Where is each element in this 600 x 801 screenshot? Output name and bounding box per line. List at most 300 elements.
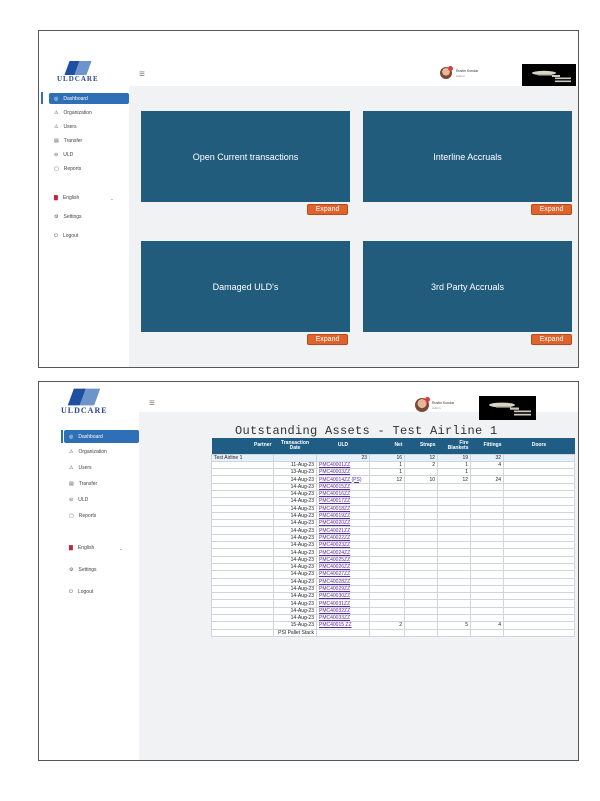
date-cell: 14-Aug-23 bbox=[274, 578, 317, 585]
fire-blankets-cell: 1 bbox=[438, 461, 471, 468]
doors-cell bbox=[504, 527, 575, 534]
sidebar-item-transfer[interactable] bbox=[69, 481, 97, 487]
partner-cell bbox=[212, 512, 274, 519]
table-row[interactable] bbox=[212, 505, 575, 512]
partner-cell bbox=[212, 600, 274, 607]
sidebar-item-label: Organization bbox=[78, 449, 107, 455]
sidebar-item-label: Dashboard bbox=[78, 433, 103, 440]
table-row[interactable] bbox=[212, 476, 575, 483]
sidebar-item-dashboard[interactable] bbox=[64, 430, 139, 443]
col-header-partner[interactable]: Partner bbox=[212, 438, 274, 454]
doors-cell bbox=[504, 534, 575, 541]
doors-cell bbox=[504, 512, 575, 519]
sidebar-item-organization[interactable] bbox=[54, 110, 92, 116]
net-cell bbox=[370, 629, 405, 636]
date-cell: 14-Aug-23 bbox=[274, 534, 317, 541]
sidebar-item-transfer[interactable] bbox=[54, 138, 82, 144]
sidebar-item-logout[interactable] bbox=[54, 233, 78, 239]
straps-cell bbox=[405, 512, 438, 519]
date-cell: 14-Aug-23 bbox=[274, 593, 317, 600]
fire-blankets-cell bbox=[438, 615, 471, 622]
straps-cell bbox=[405, 520, 438, 527]
uld-icon: ⊖ bbox=[69, 497, 74, 503]
uld-link[interactable]: PMC40003ZZ bbox=[317, 469, 370, 476]
fittings-cell: 32 bbox=[471, 454, 504, 461]
date-cell: 14-Aug-23 bbox=[274, 556, 317, 563]
fire-blankets-cell bbox=[438, 593, 471, 600]
partner-cell bbox=[212, 607, 274, 614]
power-icon: ⏻ bbox=[69, 589, 73, 595]
users-icon: ⚠ bbox=[69, 465, 74, 471]
partner-cell bbox=[212, 549, 274, 556]
net-cell bbox=[370, 542, 405, 549]
fittings-cell bbox=[471, 534, 504, 541]
user-role: Admin bbox=[432, 406, 441, 410]
doors-cell bbox=[504, 571, 575, 578]
fire-blankets-cell bbox=[438, 527, 471, 534]
net-cell bbox=[370, 600, 405, 607]
partner-cell bbox=[212, 476, 274, 483]
report-title: Outstanding Assets - Test Airline 1 bbox=[235, 424, 498, 438]
straps-cell bbox=[405, 483, 438, 490]
tile-label: Interline Accruals bbox=[433, 151, 502, 162]
fire-blankets-cell bbox=[438, 490, 471, 497]
net-cell bbox=[370, 512, 405, 519]
table-row[interactable] bbox=[212, 593, 575, 600]
doors-cell bbox=[504, 607, 575, 614]
language-label: English bbox=[62, 195, 80, 201]
straps-cell bbox=[405, 505, 438, 512]
partner-cell bbox=[212, 490, 274, 497]
doors-cell bbox=[504, 520, 575, 527]
uld-link[interactable]: PMC40026ZZ bbox=[317, 563, 370, 570]
partner-cell bbox=[212, 461, 274, 468]
user-role: Admin bbox=[456, 74, 465, 78]
avatar[interactable] bbox=[415, 398, 429, 412]
doors-cell bbox=[504, 585, 575, 592]
table-row[interactable] bbox=[212, 556, 575, 563]
sidebar-item-label: Users bbox=[63, 124, 77, 130]
table-row[interactable] bbox=[212, 549, 575, 556]
report-screenshot bbox=[38, 381, 579, 761]
uld-link[interactable]: PMC40014ZZ (PS) bbox=[317, 476, 370, 483]
net-cell bbox=[370, 549, 405, 556]
uld-link[interactable]: PMC40019ZZ bbox=[317, 512, 370, 519]
fire-blankets-cell bbox=[438, 542, 471, 549]
sidebar-item-label: Organization bbox=[63, 110, 92, 116]
fittings-cell bbox=[471, 469, 504, 476]
organization-icon: ⚠ bbox=[69, 449, 74, 455]
col-header-fittings[interactable]: Fittings bbox=[471, 438, 504, 454]
partner-cell bbox=[212, 542, 274, 549]
chevron-down-icon: ⌄ bbox=[110, 195, 114, 201]
expand-button[interactable]: Expand bbox=[307, 334, 348, 345]
fire-blankets-cell bbox=[438, 607, 471, 614]
table-row[interactable] bbox=[212, 585, 575, 592]
col-header-fire-blankets[interactable]: Fire Blankets bbox=[438, 438, 471, 454]
fire-blankets-cell: 19 bbox=[438, 454, 471, 461]
uld-link[interactable] bbox=[317, 629, 370, 636]
date-cell: 14-Aug-23 bbox=[274, 512, 317, 519]
language-label: English bbox=[77, 545, 95, 551]
col-header-net[interactable]: Net bbox=[370, 438, 405, 454]
sidebar-item-organization[interactable] bbox=[69, 449, 107, 455]
table-row[interactable] bbox=[212, 600, 575, 607]
tile-open-transactions[interactable] bbox=[141, 111, 350, 202]
net-cell bbox=[370, 534, 405, 541]
fittings-cell bbox=[471, 490, 504, 497]
chevron-down-icon: ⌄ bbox=[119, 545, 123, 551]
sidebar-item-label: ULD bbox=[63, 152, 74, 158]
dashboard-icon: ◎ bbox=[69, 433, 74, 440]
users-icon: ⚠ bbox=[54, 124, 59, 130]
table-row[interactable] bbox=[212, 542, 575, 549]
net-cell: 16 bbox=[370, 454, 405, 461]
uld-link[interactable]: PMC40033ZZ bbox=[317, 615, 370, 622]
doors-cell bbox=[504, 498, 575, 505]
sidebar bbox=[39, 382, 139, 760]
doors-cell bbox=[504, 629, 575, 636]
fittings-cell bbox=[471, 585, 504, 592]
fire-blankets-cell bbox=[438, 498, 471, 505]
sidebar-item-label: Transfer bbox=[78, 481, 98, 487]
table-row[interactable] bbox=[212, 490, 575, 497]
fire-blankets-cell bbox=[438, 512, 471, 519]
logo: ULDCARE bbox=[61, 390, 108, 415]
fittings-cell bbox=[471, 520, 504, 527]
net-cell bbox=[370, 556, 405, 563]
uld-link[interactable]: PMC40001ZZ bbox=[317, 461, 370, 468]
fire-blankets-cell bbox=[438, 585, 471, 592]
sidebar-item-label: Dashboard bbox=[63, 95, 88, 102]
sidebar-item-settings[interactable] bbox=[69, 567, 97, 573]
doors-cell bbox=[504, 461, 575, 468]
straps-cell: 2 bbox=[405, 461, 438, 468]
sidebar-item-label: Settings bbox=[63, 214, 82, 220]
uld-link[interactable]: PMC40023ZZ bbox=[317, 542, 370, 549]
doors-cell bbox=[504, 542, 575, 549]
sidebar-item-uld[interactable] bbox=[69, 497, 88, 503]
doors-cell bbox=[504, 578, 575, 585]
tile-interline-accruals[interactable] bbox=[363, 111, 572, 202]
table-row[interactable] bbox=[212, 520, 575, 527]
notification-dot bbox=[425, 397, 430, 402]
doors-cell bbox=[504, 563, 575, 570]
uld-link[interactable]: PMC40022ZZ bbox=[317, 534, 370, 541]
fittings-cell: 4 bbox=[471, 461, 504, 468]
uld-link[interactable]: PMC40018ZZ bbox=[317, 505, 370, 512]
col-header-date[interactable]: Transaction Date bbox=[274, 438, 317, 454]
straps-cell bbox=[405, 563, 438, 570]
fittings-cell bbox=[471, 498, 504, 505]
doors-cell bbox=[504, 600, 575, 607]
starship-icon bbox=[522, 64, 576, 86]
partner-cell bbox=[212, 556, 274, 563]
partner-cell bbox=[212, 527, 274, 534]
uld-link[interactable]: PMC40028ZZ bbox=[317, 578, 370, 585]
straps-cell bbox=[405, 600, 438, 607]
date-cell: 14-Aug-23 bbox=[274, 615, 317, 622]
sidebar-item-dashboard[interactable] bbox=[49, 93, 129, 104]
fire-blankets-cell: 5 bbox=[438, 622, 471, 629]
doors-cell bbox=[504, 490, 575, 497]
straps-cell bbox=[405, 527, 438, 534]
tile-damaged-ulds[interactable] bbox=[141, 241, 350, 332]
net-cell bbox=[370, 593, 405, 600]
fittings-cell bbox=[471, 629, 504, 636]
date-cell: 14-Aug-23 bbox=[274, 505, 317, 512]
col-header-doors[interactable]: Doors bbox=[504, 438, 575, 454]
uld-link[interactable]: PMC40015ZZ bbox=[317, 483, 370, 490]
uld-link[interactable]: PMC40024ZZ bbox=[317, 549, 370, 556]
uld-count-cell: 23 bbox=[317, 454, 370, 461]
straps-cell bbox=[405, 542, 438, 549]
table-row[interactable] bbox=[212, 534, 575, 541]
fire-blankets-cell bbox=[438, 483, 471, 490]
partner-cell bbox=[212, 520, 274, 527]
uld-link[interactable]: PMC40020ZZ bbox=[317, 520, 370, 527]
tile-label: Open Current transactions bbox=[192, 151, 299, 162]
language-select[interactable] bbox=[54, 195, 114, 201]
sidebar-item-label: Logout bbox=[62, 233, 79, 239]
fittings-cell bbox=[471, 527, 504, 534]
net-cell bbox=[370, 615, 405, 622]
sidebar-item-reports[interactable] bbox=[69, 513, 96, 519]
uld-link[interactable]: PMC40015 ZZ bbox=[317, 622, 370, 629]
reports-icon: ▢ bbox=[69, 513, 74, 519]
doors-cell bbox=[504, 615, 575, 622]
sidebar-item-uld[interactable] bbox=[54, 152, 73, 158]
partner-cell bbox=[212, 622, 274, 629]
table-row[interactable] bbox=[212, 512, 575, 519]
partner-cell bbox=[212, 585, 274, 592]
straps-cell bbox=[405, 578, 438, 585]
sidebar-item-settings[interactable] bbox=[54, 214, 82, 220]
straps-cell bbox=[405, 593, 438, 600]
uld-link[interactable]: PMC40032ZZ bbox=[317, 607, 370, 614]
uk-flag-icon: ▇ bbox=[54, 195, 58, 201]
uld-link[interactable]: PMC40021ZZ bbox=[317, 527, 370, 534]
date-cell: 14-Aug-23 bbox=[274, 600, 317, 607]
fittings-cell bbox=[471, 563, 504, 570]
sidebar-item-logout[interactable] bbox=[69, 589, 93, 595]
gear-icon: ⚙ bbox=[69, 567, 74, 573]
straps-cell bbox=[405, 571, 438, 578]
net-cell bbox=[370, 505, 405, 512]
tile-third-party-accruals[interactable] bbox=[363, 241, 572, 332]
straps-cell: 12 bbox=[405, 454, 438, 461]
straps-cell bbox=[405, 469, 438, 476]
table-row[interactable] bbox=[212, 563, 575, 570]
transfer-icon: ▤ bbox=[54, 138, 59, 144]
table-row[interactable] bbox=[212, 571, 575, 578]
table-row[interactable] bbox=[212, 622, 575, 629]
menu-toggle-icon[interactable]: ≡ bbox=[139, 69, 145, 80]
partner-cell: Test Airline 1 bbox=[212, 454, 274, 461]
partner-cell bbox=[212, 593, 274, 600]
sidebar-item-users[interactable] bbox=[69, 465, 92, 471]
date-cell: 14-Aug-23 bbox=[274, 476, 317, 483]
fire-blankets-cell: 12 bbox=[438, 476, 471, 483]
net-cell bbox=[370, 490, 405, 497]
table-row[interactable] bbox=[212, 498, 575, 505]
partner-cell bbox=[212, 498, 274, 505]
straps-cell bbox=[405, 490, 438, 497]
organization-icon: ⚠ bbox=[54, 110, 59, 116]
uld-link[interactable]: PMC40017ZZ bbox=[317, 498, 370, 505]
straps-cell bbox=[405, 498, 438, 505]
fittings-cell bbox=[471, 578, 504, 585]
sidebar-item-label: Logout bbox=[77, 589, 94, 595]
date-cell: 14-Aug-23 bbox=[274, 607, 317, 614]
table-row[interactable] bbox=[212, 578, 575, 585]
active-indicator bbox=[41, 92, 43, 104]
user-name: Rustin Kondar bbox=[432, 401, 455, 405]
partner-cell bbox=[212, 563, 274, 570]
partner-cell bbox=[212, 571, 274, 578]
fittings-cell: 24 bbox=[471, 476, 504, 483]
partner-cell bbox=[212, 505, 274, 512]
tile-label: Damaged ULD's bbox=[212, 281, 279, 292]
date-cell: 14-Aug-23 bbox=[274, 571, 317, 578]
sidebar-item-label: Users bbox=[78, 465, 92, 471]
starship-image bbox=[479, 396, 536, 420]
net-cell bbox=[370, 571, 405, 578]
net-cell bbox=[370, 578, 405, 585]
language-select[interactable] bbox=[69, 545, 123, 551]
reports-icon: ▢ bbox=[54, 166, 59, 172]
doors-cell bbox=[504, 622, 575, 629]
logo: ULDCARE bbox=[57, 61, 99, 83]
avatar[interactable] bbox=[440, 67, 452, 79]
net-cell bbox=[370, 585, 405, 592]
notification-dot bbox=[448, 66, 453, 71]
date-cell: 14-Aug-23 bbox=[274, 527, 317, 534]
net-cell bbox=[370, 607, 405, 614]
table-row[interactable] bbox=[212, 461, 575, 468]
fire-blankets-cell bbox=[438, 505, 471, 512]
straps-cell bbox=[405, 629, 438, 636]
fittings-cell bbox=[471, 512, 504, 519]
fire-blankets-cell bbox=[438, 549, 471, 556]
starship-icon bbox=[479, 396, 536, 420]
fire-blankets-cell bbox=[438, 571, 471, 578]
table-row[interactable] bbox=[212, 483, 575, 490]
expand-button[interactable]: Expand bbox=[531, 204, 572, 215]
doors-cell bbox=[504, 549, 575, 556]
sidebar-item-label: Reports bbox=[78, 513, 97, 519]
net-cell bbox=[370, 563, 405, 570]
table-row[interactable] bbox=[212, 607, 575, 614]
expand-button[interactable]: Expand bbox=[307, 204, 348, 215]
uld-link[interactable]: PMC40029ZZ bbox=[317, 585, 370, 592]
straps-cell: 10 bbox=[405, 476, 438, 483]
straps-cell bbox=[405, 549, 438, 556]
straps-cell bbox=[405, 622, 438, 629]
doors-cell bbox=[504, 483, 575, 490]
date-cell: 13-Aug-23 bbox=[274, 469, 317, 476]
doors-cell bbox=[504, 556, 575, 563]
date-cell: 14-Aug-23 bbox=[274, 585, 317, 592]
col-header-straps[interactable]: Straps bbox=[405, 438, 438, 454]
menu-toggle-icon[interactable]: ≡ bbox=[149, 398, 155, 409]
table-row[interactable] bbox=[212, 469, 575, 476]
fittings-cell bbox=[471, 483, 504, 490]
date-cell: 14-Aug-23 bbox=[274, 563, 317, 570]
net-cell: 1 bbox=[370, 469, 405, 476]
active-indicator bbox=[61, 430, 63, 443]
net-cell: 12 bbox=[370, 476, 405, 483]
fittings-cell bbox=[471, 556, 504, 563]
sidebar-item-users[interactable] bbox=[54, 124, 77, 130]
uld-link[interactable]: PMC40025ZZ bbox=[317, 556, 370, 563]
date-cell: 14-Aug-23 bbox=[274, 542, 317, 549]
uld-link[interactable]: PMC40027ZZ bbox=[317, 571, 370, 578]
fire-blankets-cell bbox=[438, 534, 471, 541]
sidebar-item-label: ULD bbox=[78, 497, 89, 503]
fire-blankets-cell bbox=[438, 556, 471, 563]
date-cell: 14-Aug-23 bbox=[274, 520, 317, 527]
table-header-row bbox=[212, 438, 575, 454]
fire-blankets-cell bbox=[438, 563, 471, 570]
dashboard-icon: ◎ bbox=[54, 95, 59, 102]
net-cell bbox=[370, 527, 405, 534]
sidebar-item-label: Settings bbox=[78, 567, 97, 573]
sidebar-item-reports[interactable] bbox=[54, 166, 81, 172]
partner-cell bbox=[212, 534, 274, 541]
fittings-cell bbox=[471, 571, 504, 578]
table-row[interactable] bbox=[212, 629, 575, 636]
assets-table bbox=[211, 438, 575, 637]
gear-icon: ⚙ bbox=[54, 214, 59, 220]
fittings-cell bbox=[471, 593, 504, 600]
user-name: Rustin Kondar bbox=[456, 69, 479, 73]
net-cell bbox=[370, 520, 405, 527]
partner-cell bbox=[212, 629, 274, 636]
partner-cell bbox=[212, 469, 274, 476]
partner-cell bbox=[212, 483, 274, 490]
power-icon: ⏻ bbox=[54, 233, 58, 239]
doors-cell bbox=[504, 454, 575, 461]
uk-flag-icon: ▇ bbox=[69, 545, 73, 551]
straps-cell bbox=[405, 534, 438, 541]
table-row[interactable] bbox=[212, 527, 575, 534]
uld-link[interactable]: PMC40030ZZ bbox=[317, 593, 370, 600]
partner-cell bbox=[212, 578, 274, 585]
doors-cell bbox=[504, 505, 575, 512]
doors-cell bbox=[504, 476, 575, 483]
uld-link[interactable]: PMC40016ZZ bbox=[317, 490, 370, 497]
fittings-cell bbox=[471, 615, 504, 622]
fire-blankets-cell bbox=[438, 600, 471, 607]
date-cell: 15-Aug-23 bbox=[274, 622, 317, 629]
table-row[interactable] bbox=[212, 615, 575, 622]
doors-cell bbox=[504, 593, 575, 600]
date-cell: PSI Pallet Stack bbox=[274, 629, 317, 636]
partner-row[interactable] bbox=[212, 454, 575, 461]
doors-cell bbox=[504, 469, 575, 476]
uld-link[interactable]: PMC40031ZZ bbox=[317, 600, 370, 607]
fittings-cell bbox=[471, 607, 504, 614]
fire-blankets-cell bbox=[438, 520, 471, 527]
date-cell bbox=[274, 454, 317, 461]
straps-cell bbox=[405, 556, 438, 563]
expand-button[interactable]: Expand bbox=[531, 334, 572, 345]
net-cell: 1 bbox=[370, 461, 405, 468]
fire-blankets-cell bbox=[438, 629, 471, 636]
date-cell: 14-Aug-23 bbox=[274, 549, 317, 556]
col-header-uld[interactable]: ULD bbox=[317, 438, 370, 454]
